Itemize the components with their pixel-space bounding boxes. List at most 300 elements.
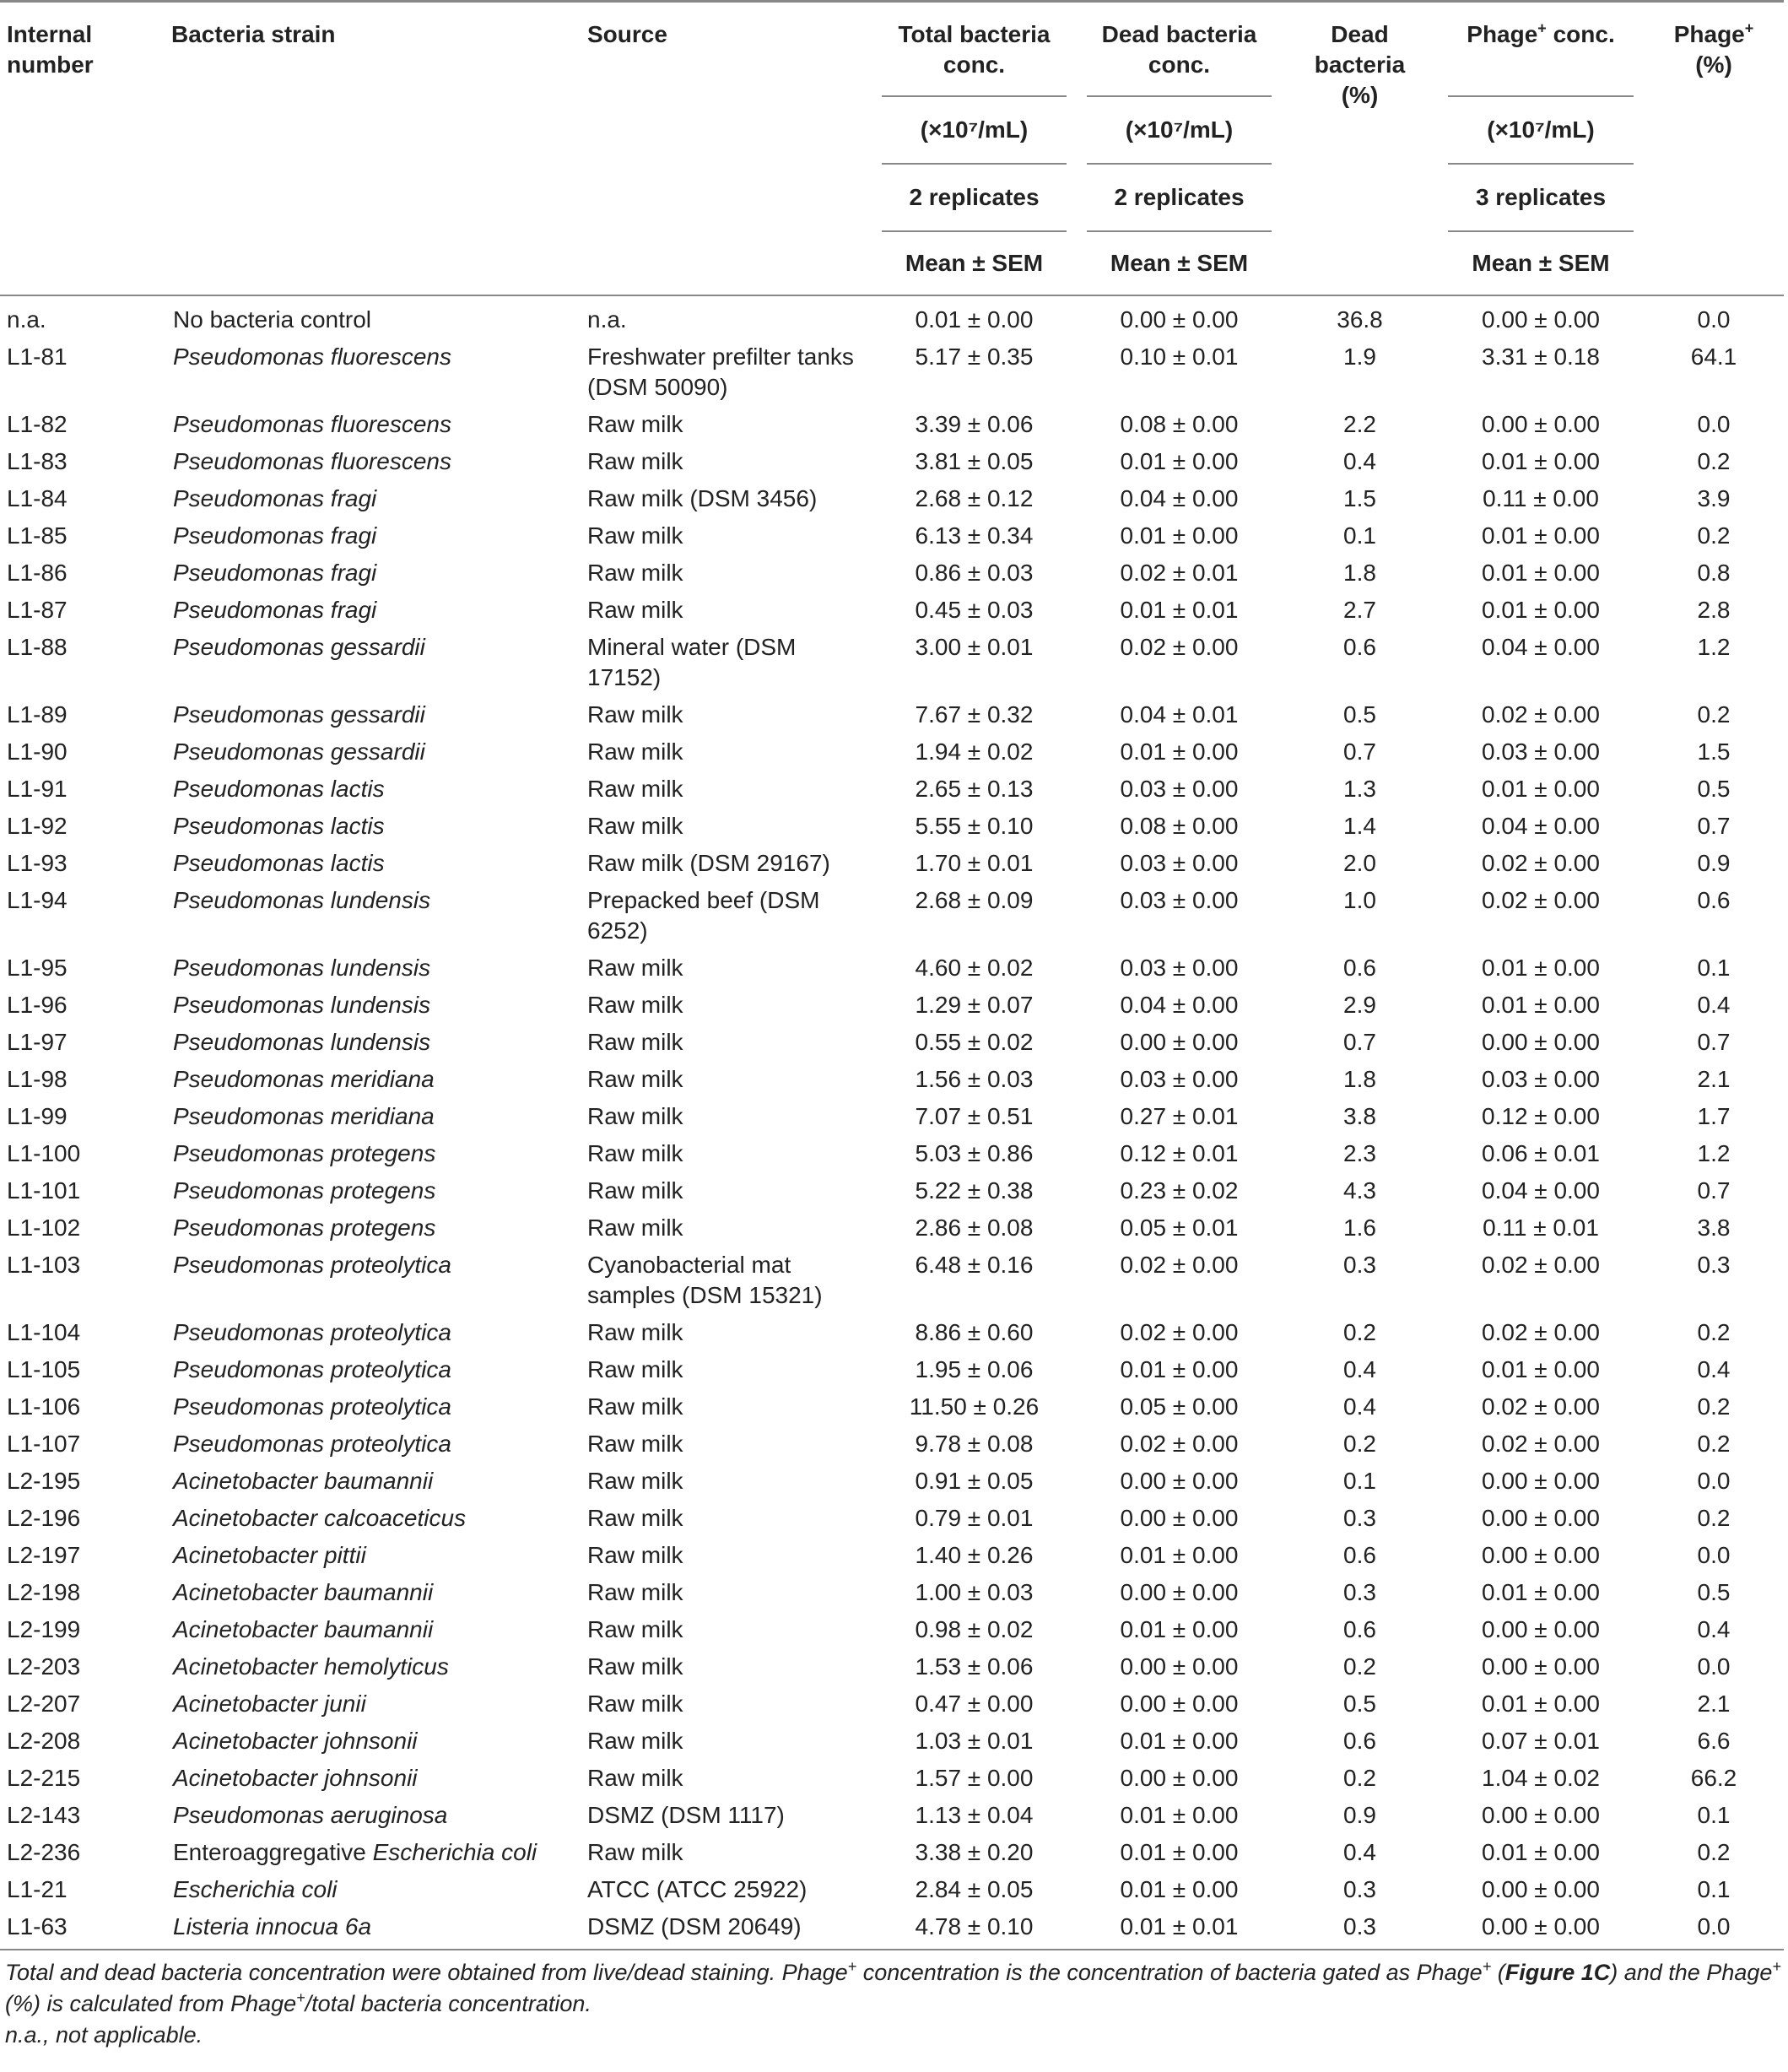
cell-dead-conc: 0.01 ± 0.00 (1120, 522, 1239, 549)
strain-name: Listeria innocua 6a (173, 1913, 372, 1939)
strain-name: Pseudomonas lundensis (173, 1029, 431, 1055)
cell-total-conc: 1.57 ± 0.00 (915, 1765, 1034, 1791)
cell-source: Raw milk (587, 1177, 683, 1204)
cell-dead-percent: 0.3 (1343, 1505, 1376, 1531)
strain-name: Pseudomonas lundensis (173, 992, 431, 1018)
cell-bacteria-strain (165, 882, 581, 949)
cell-internal-number: L1-100 (7, 1140, 81, 1166)
cell-phage-percent: 64.1 (1690, 344, 1737, 370)
cell-dead-conc: 0.00 ± 0.00 (1120, 1579, 1239, 1605)
cell-phage-conc: 0.03 ± 0.00 (1482, 1066, 1600, 1092)
cell-dead-conc: 0.01 ± 0.00 (1120, 1839, 1239, 1865)
cell-total-conc: 5.55 ± 0.10 (915, 813, 1034, 839)
cell-phage-percent: 6.6 (1697, 1728, 1731, 1754)
cell-phage-percent: 0.7 (1697, 813, 1731, 839)
cell-total-conc: 1.13 ± 0.04 (915, 1802, 1034, 1828)
strain-name: Pseudomonas lactis (173, 813, 385, 839)
cell-source: Raw milk (587, 701, 683, 728)
cell-dead-percent: 0.7 (1343, 738, 1376, 765)
header-dead-unit: (×10⁷/mL) (1087, 95, 1272, 163)
cell-dead-percent: 0.3 (1343, 1579, 1376, 1605)
cell-dead-conc: 0.02 ± 0.00 (1120, 1252, 1239, 1278)
strain-name: Pseudomonas protegens (173, 1177, 436, 1204)
strain-name: Pseudomonas gessardii (173, 738, 425, 765)
table-row (0, 1098, 1784, 1135)
cell-dead-conc: 0.00 ± 0.00 (1120, 1505, 1239, 1531)
cell-total-conc: 5.17 ± 0.35 (915, 344, 1034, 370)
strain-name: Acinetobacter junii (173, 1691, 366, 1717)
strain-name: Pseudomonas lundensis (173, 955, 431, 981)
cell-dead-conc: 0.03 ± 0.00 (1120, 955, 1239, 981)
cell-bacteria-strain (165, 1908, 581, 1950)
cell-dead-conc: 0.05 ± 0.00 (1120, 1393, 1239, 1420)
cell-dead-percent: 1.6 (1343, 1215, 1376, 1241)
strain-name: Pseudomonas gessardii (173, 701, 425, 728)
cell-phage-percent: 3.8 (1697, 1215, 1731, 1241)
cell-bacteria-strain (165, 987, 581, 1024)
cell-bacteria-strain (165, 1351, 581, 1388)
cell-source: Prepacked beef (DSM 6252) (587, 887, 820, 944)
cell-dead-conc: 0.08 ± 0.00 (1120, 813, 1239, 839)
cell-dead-percent: 1.4 (1343, 813, 1376, 839)
table-row (0, 1797, 1784, 1834)
table-footnote (5, 1957, 1781, 2051)
cell-dead-percent: 2.3 (1343, 1140, 1376, 1166)
strain-name: Pseudomonas proteolytica (173, 1319, 451, 1345)
cell-dead-conc: 0.01 ± 0.01 (1077, 1908, 1282, 1950)
strain-name: Pseudomonas fluorescens (173, 411, 451, 437)
cell-phage-conc: 0.02 ± 0.00 (1482, 701, 1600, 728)
header-source: Source (581, 3, 872, 295)
table-row (0, 1648, 1784, 1685)
cell-internal-number: L1-99 (7, 1103, 68, 1129)
table-row (0, 1500, 1784, 1537)
table-row (0, 480, 1784, 517)
table-row (0, 733, 1784, 771)
cell-internal-number: L2-199 (7, 1616, 81, 1642)
cell-internal-number: L1-98 (7, 1066, 68, 1092)
cell-total-conc: 11.50 ± 0.26 (909, 1393, 1040, 1420)
footnote-line-2: n.a., not applicable. (5, 2022, 203, 2048)
cell-dead-percent: 0.6 (1343, 634, 1376, 660)
header-phage-conc: Phage+ conc. (×10⁷/mL) 3 replicates Mean ± SEM (1438, 3, 1644, 295)
cell-phage-percent: 0.2 (1697, 448, 1731, 474)
header-bacteria-strain: Bacteria strain (165, 3, 581, 295)
cell-dead-percent: 0.5 (1343, 1691, 1376, 1717)
cell-internal-number: L1-90 (7, 738, 68, 765)
cell-total-conc: 3.39 ± 0.06 (915, 411, 1034, 437)
cell-source: Raw milk (587, 955, 683, 981)
cell-dead-percent: 1.8 (1343, 560, 1376, 586)
cell-source: Raw milk (587, 1029, 683, 1055)
cell-phage-percent: 0.0 (1697, 1653, 1731, 1680)
cell-total-conc: 9.78 ± 0.08 (915, 1431, 1034, 1457)
strain-name: Escherichia coli (173, 1876, 338, 1902)
cell-total-conc: 1.53 ± 0.06 (915, 1653, 1034, 1680)
cell-bacteria-strain (165, 1611, 581, 1648)
cell-bacteria-strain (165, 1024, 581, 1061)
cell-source: Raw milk (587, 813, 683, 839)
cell-phage-percent: 1.5 (1697, 738, 1731, 765)
cell-source: Raw milk (587, 1505, 683, 1531)
cell-internal-number: L2-195 (7, 1468, 81, 1494)
cell-phage-conc: 0.02 ± 0.00 (1482, 1431, 1600, 1457)
cell-dead-conc: 0.03 ± 0.00 (1120, 887, 1239, 913)
table-row (0, 1314, 1784, 1351)
strain-name: Acinetobacter johnsonii (173, 1728, 418, 1754)
table-row (0, 1247, 1784, 1314)
cell-dead-percent: 0.1 (1343, 522, 1376, 549)
cell-bacteria-strain (165, 1574, 581, 1611)
strain-name: Acinetobacter baumannii (173, 1468, 434, 1494)
cell-source: Raw milk (587, 1839, 683, 1865)
table-header-row (0, 3, 1784, 295)
figure-reference: Figure 1C (1504, 1960, 1611, 1985)
table-row (0, 1024, 1784, 1061)
cell-bacteria-strain (165, 1500, 581, 1537)
strain-name: Acinetobacter calcoaceticus (173, 1505, 467, 1531)
strain-name: Pseudomonas protegens (173, 1140, 436, 1166)
cell-internal-number: L1-91 (7, 776, 68, 802)
cell-source: Raw milk (587, 1653, 683, 1680)
cell-dead-conc: 0.00 ± 0.00 (1120, 1029, 1239, 1055)
cell-bacteria-strain (165, 1537, 581, 1574)
strain-name: Pseudomonas proteolytica (173, 1393, 451, 1420)
cell-internal-number: L1-106 (7, 1393, 81, 1420)
cell-internal-number: L1-101 (7, 1177, 81, 1204)
cell-source: Raw milk (587, 1431, 683, 1457)
cell-dead-conc: 0.00 ± 0.00 (1120, 1691, 1239, 1717)
cell-dead-conc: 0.10 ± 0.01 (1120, 344, 1239, 370)
cell-total-conc: 0.86 ± 0.03 (915, 560, 1034, 586)
cell-phage-conc: 0.00 ± 0.00 (1482, 1029, 1600, 1055)
header-total-bacteria: Total bacteria conc. (×10⁷/mL) 2 replicates Mean ± SEM (872, 3, 1077, 295)
cell-dead-percent: 0.4 (1343, 448, 1376, 474)
cell-phage-conc: 0.07 ± 0.01 (1482, 1728, 1600, 1754)
table-row (0, 1351, 1784, 1388)
cell-bacteria-strain (165, 1760, 581, 1797)
cell-dead-percent: 3.8 (1343, 1103, 1376, 1129)
cell-total-conc: 1.56 ± 0.03 (915, 1066, 1034, 1092)
cell-internal-number: L2-143 (7, 1802, 81, 1828)
cell-bacteria-strain (165, 1685, 581, 1723)
cell-phage-conc: 0.04 ± 0.00 (1482, 813, 1600, 839)
cell-bacteria-strain (165, 1648, 581, 1685)
cell-internal-number: L1-84 (7, 485, 68, 511)
cell-phage-conc: 3.31 ± 0.18 (1482, 344, 1600, 370)
cell-internal-number: L1-96 (7, 992, 68, 1018)
cell-phage-percent: 0.0 (1697, 306, 1731, 333)
cell-dead-conc: 0.04 ± 0.00 (1120, 992, 1239, 1018)
cell-dead-percent: 4.3 (1343, 1177, 1376, 1204)
cell-total-conc: 1.95 ± 0.06 (915, 1356, 1034, 1382)
header-total-replicates: 2 replicates (882, 163, 1067, 230)
strain-name: Pseudomonas proteolytica (173, 1431, 451, 1457)
cell-internal-number: n.a. (7, 306, 46, 333)
cell-bacteria-strain (165, 1388, 581, 1426)
table-row (0, 987, 1784, 1024)
cell-internal-number: L1-97 (7, 1029, 68, 1055)
cell-source: Raw milk (587, 992, 683, 1018)
cell-phage-conc: 0.00 ± 0.00 (1482, 1505, 1600, 1531)
strain-name: Escherichia coli (372, 1839, 537, 1865)
cell-internal-number: L1-89 (7, 701, 68, 728)
cell-source: Raw milk (587, 1691, 683, 1717)
table-row (0, 1723, 1784, 1760)
cell-total-conc: 0.98 ± 0.02 (915, 1616, 1034, 1642)
cell-total-conc: 6.48 ± 0.16 (915, 1252, 1034, 1278)
cell-dead-percent: 0.4 (1343, 1356, 1376, 1382)
cell-bacteria-strain (165, 406, 581, 443)
cell-internal-number: L1-102 (7, 1215, 81, 1241)
cell-bacteria-strain (165, 443, 581, 480)
cell-source: Mineral water (DSM 17152) (587, 634, 797, 690)
cell-total-conc: 1.40 ± 0.26 (915, 1542, 1034, 1568)
cell-phage-percent: 0.1 (1697, 1802, 1731, 1828)
cell-total-conc: 1.00 ± 0.03 (915, 1579, 1034, 1605)
cell-internal-number: L1-81 (7, 344, 68, 370)
cell-bacteria-strain (165, 1797, 581, 1834)
cell-phage-conc: 0.00 ± 0.00 (1482, 1542, 1600, 1568)
cell-phage-conc: 0.02 ± 0.00 (1482, 1393, 1600, 1420)
cell-phage-percent: 2.8 (1697, 597, 1731, 623)
table-row (0, 845, 1784, 882)
cell-total-conc: 2.68 ± 0.12 (915, 485, 1034, 511)
header-dead-replicates: 2 replicates (1087, 163, 1272, 230)
cell-total-conc: 3.38 ± 0.20 (915, 1839, 1034, 1865)
cell-bacteria-strain (165, 338, 581, 406)
cell-total-conc: 0.47 ± 0.00 (915, 1691, 1034, 1717)
cell-dead-conc: 0.01 ± 0.00 (1120, 1876, 1239, 1902)
cell-phage-percent: 0.2 (1697, 1839, 1731, 1865)
cell-phage-percent: 0.2 (1697, 1505, 1731, 1531)
cell-bacteria-strain (165, 555, 581, 592)
cell-dead-percent: 0.9 (1343, 1802, 1376, 1828)
table-row (0, 517, 1784, 555)
cell-source: Raw milk (587, 776, 683, 802)
cell-bacteria-strain (165, 1209, 581, 1247)
strain-name: Acinetobacter baumannii (173, 1579, 434, 1605)
cell-bacteria-strain (165, 696, 581, 733)
cell-phage-conc: 0.11 ± 0.01 (1483, 1215, 1599, 1241)
cell-source: Raw milk (587, 1066, 683, 1092)
table-row (0, 443, 1784, 480)
cell-phage-percent: 0.4 (1697, 992, 1731, 1018)
cell-total-conc: 0.55 ± 0.02 (915, 1029, 1034, 1055)
cell-bacteria-strain (165, 808, 581, 845)
cell-phage-conc: 0.01 ± 0.00 (1482, 597, 1600, 623)
cell-phage-percent: 0.2 (1697, 701, 1731, 728)
cell-phage-conc: 0.01 ± 0.00 (1482, 1356, 1600, 1382)
cell-dead-percent: 2.2 (1343, 411, 1376, 437)
cell-bacteria-strain (165, 1135, 581, 1172)
cell-source: Raw milk (587, 1765, 683, 1791)
cell-dead-conc: 0.03 ± 0.00 (1120, 1066, 1239, 1092)
cell-phage-conc: 0.00 ± 0.00 (1482, 1876, 1600, 1902)
cell-bacteria-strain (165, 1723, 581, 1760)
cell-total-conc: 7.07 ± 0.51 (915, 1103, 1034, 1129)
cell-phage-conc: 0.01 ± 0.00 (1482, 992, 1600, 1018)
strain-name: Acinetobacter baumannii (173, 1616, 434, 1642)
cell-bacteria-strain (165, 1463, 581, 1500)
cell-phage-percent: 0.3 (1697, 1252, 1731, 1278)
cell-phage-conc: 0.02 ± 0.00 (1482, 850, 1600, 876)
table-row (0, 1209, 1784, 1247)
cell-internal-number: L1-93 (7, 850, 68, 876)
cell-internal-number: L1-92 (7, 813, 68, 839)
cell-source: Raw milk (587, 1393, 683, 1420)
cell-internal-number: L2-197 (7, 1542, 81, 1568)
cell-phage-conc: 0.01 ± 0.00 (1482, 1839, 1600, 1865)
cell-phage-conc: 0.01 ± 0.00 (1482, 1691, 1600, 1717)
strain-name: Pseudomonas meridiana (173, 1103, 435, 1129)
cell-phage-percent: 0.7 (1697, 1177, 1731, 1204)
cell-total-conc: 2.65 ± 0.13 (915, 776, 1034, 802)
cell-phage-conc: 0.01 ± 0.00 (1482, 448, 1600, 474)
cell-internal-number: L1-85 (7, 522, 68, 549)
cell-dead-conc: 0.04 ± 0.01 (1120, 701, 1239, 728)
cell-phage-percent: 1.2 (1697, 1140, 1731, 1166)
cell-phage-conc: 0.04 ± 0.00 (1482, 634, 1600, 660)
cell-dead-percent: 0.3 (1282, 1908, 1438, 1950)
cell-total-conc: 6.13 ± 0.34 (915, 522, 1034, 549)
strain-name: Pseudomonas fragi (173, 597, 377, 623)
cell-dead-conc: 0.02 ± 0.01 (1120, 560, 1239, 586)
cell-source: Cyanobacterial mat samples (DSM 15321) (587, 1252, 823, 1308)
cell-dead-percent: 1.3 (1343, 776, 1376, 802)
cell-dead-percent: 0.5 (1343, 701, 1376, 728)
cell-phage-conc: 0.00 ± 0.00 (1482, 411, 1600, 437)
cell-total-conc: 0.01 ± 0.00 (915, 306, 1034, 333)
cell-source: Raw milk (DSM 29167) (587, 850, 830, 876)
cell-source: Raw milk (587, 522, 683, 549)
cell-phage-conc: 0.01 ± 0.00 (1482, 1579, 1600, 1605)
cell-internal-number: L2-196 (7, 1505, 81, 1531)
cell-internal-number: L1-87 (7, 597, 68, 623)
cell-dead-percent: 1.8 (1343, 1066, 1376, 1092)
cell-dead-percent: 0.6 (1343, 1728, 1376, 1754)
cell-source: Freshwater prefilter tanks (DSM 50090) (587, 344, 854, 400)
strain-prefix: Enteroaggregative (173, 1839, 373, 1865)
cell-internal-number: L2-207 (7, 1691, 81, 1717)
cell-dead-conc: 0.02 ± 0.00 (1120, 634, 1239, 660)
cell-phage-percent: 0.7 (1697, 1029, 1731, 1055)
cell-phage-conc: 0.00 ± 0.00 (1482, 1616, 1600, 1642)
cell-dead-conc: 0.12 ± 0.01 (1120, 1140, 1239, 1166)
table-row (0, 1172, 1784, 1209)
cell-source: Raw milk (587, 1319, 683, 1345)
table-row (0, 1760, 1784, 1797)
cell-dead-percent: 2.7 (1343, 597, 1376, 623)
cell-source: Raw milk (587, 1616, 683, 1642)
cell-total-conc: 2.84 ± 0.05 (915, 1876, 1034, 1902)
table-row (0, 1834, 1784, 1871)
cell-phage-conc: 1.04 ± 0.02 (1482, 1765, 1600, 1791)
cell-dead-percent: 1.5 (1343, 485, 1376, 511)
cell-phage-conc: 0.01 ± 0.00 (1482, 560, 1600, 586)
cell-phage-percent: 0.6 (1697, 887, 1731, 913)
cell-dead-percent: 0.4 (1343, 1839, 1376, 1865)
cell-total-conc: 7.67 ± 0.32 (915, 701, 1034, 728)
cell-internal-number: L1-103 (7, 1252, 81, 1278)
cell-dead-conc: 0.00 ± 0.00 (1120, 306, 1239, 333)
cell-bacteria-strain (165, 1172, 581, 1209)
cell-dead-conc: 0.23 ± 0.02 (1120, 1177, 1239, 1204)
cell-source: DSMZ (DSM 1117) (587, 1802, 785, 1828)
cell-internal-number: L2-203 (7, 1653, 81, 1680)
cell-dead-percent: 0.1 (1343, 1468, 1376, 1494)
strain-name: Pseudomonas fragi (173, 485, 377, 511)
cell-phage-percent: 0.5 (1697, 1579, 1731, 1605)
table-row (0, 808, 1784, 845)
cell-phage-conc: 0.02 ± 0.00 (1482, 1319, 1600, 1345)
cell-total-conc: 2.68 ± 0.09 (915, 887, 1034, 913)
table-row (0, 301, 1784, 338)
cell-phage-percent: 0.2 (1697, 1393, 1731, 1420)
cell-internal-number: L1-107 (7, 1431, 81, 1457)
cell-phage-percent: 2.1 (1697, 1066, 1731, 1092)
strain-name: Acinetobacter johnsonii (173, 1765, 418, 1791)
cell-dead-conc: 0.01 ± 0.00 (1120, 1728, 1239, 1754)
cell-source: Raw milk (587, 1215, 683, 1241)
cell-phage-percent: 3.9 (1697, 485, 1731, 511)
cell-phage-percent: 0.2 (1697, 1319, 1731, 1345)
cell-dead-conc: 0.01 ± 0.01 (1120, 597, 1239, 623)
cell-bacteria-strain (165, 771, 581, 808)
cell-phage-conc: 0.06 ± 0.01 (1482, 1140, 1600, 1166)
table-row (0, 406, 1784, 443)
strain-name: Pseudomonas fragi (173, 522, 377, 549)
cell-phage-conc: 0.00 ± 0.00 (1482, 1468, 1600, 1494)
cell-source: Raw milk (587, 1103, 683, 1129)
cell-bacteria-strain (165, 1834, 581, 1871)
cell-bacteria-strain (165, 517, 581, 555)
cell-phage-percent: 1.2 (1697, 634, 1731, 660)
cell-phage-percent: 0.0 (1697, 1468, 1731, 1494)
cell-phage-percent: 0.2 (1697, 522, 1731, 549)
cell-phage-percent: 0.0 (1697, 1542, 1731, 1568)
cell-phage-conc: 0.01 ± 0.00 (1482, 776, 1600, 802)
cell-phage-conc: 0.11 ± 0.00 (1483, 485, 1599, 511)
cell-dead-percent: 0.2 (1343, 1431, 1376, 1457)
cell-bacteria-strain (165, 480, 581, 517)
cell-dead-percent: 0.2 (1343, 1653, 1376, 1680)
table-row (0, 1135, 1784, 1172)
cell-dead-conc: 0.01 ± 0.00 (1120, 1802, 1239, 1828)
cell-dead-percent: 0.6 (1343, 955, 1376, 981)
cell-bacteria-strain (165, 629, 581, 696)
cell-total-conc: 8.86 ± 0.60 (915, 1319, 1034, 1345)
cell-dead-percent: 0.4 (1343, 1393, 1376, 1420)
cell-internal-number: L2-198 (7, 1579, 81, 1605)
cell-source: Raw milk (587, 1728, 683, 1754)
cell-internal-number: L1-83 (7, 448, 68, 474)
cell-internal-number: L1-104 (7, 1319, 81, 1345)
cell-phage-percent: 0.0 (1697, 411, 1731, 437)
cell-phage-percent: 0.0 (1644, 1908, 1784, 1950)
table-row (0, 1685, 1784, 1723)
cell-bacteria-strain (165, 1871, 581, 1908)
strain-name: Pseudomonas fluorescens (173, 344, 451, 370)
cell-bacteria-strain (165, 1061, 581, 1098)
header-internal-number: Internal number (0, 3, 165, 295)
cell-phage-conc: 0.00 ± 0.00 (1482, 1653, 1600, 1680)
cell-internal-number: L1-105 (7, 1356, 81, 1382)
strain-name: Pseudomonas meridiana (173, 1066, 435, 1092)
header-phage-replicates: 3 replicates (1448, 163, 1634, 230)
footnote-line-1: Total and dead bacteria concentration were obtained from live/dead staining. Phage+ concentration is the concentration of bacteria gated as Phage+ (Figure 1C) and the Phage+ (%) is calculated from Phage+/total bacteria concentration. (5, 1958, 1781, 2016)
header-total-unit: (×10⁷/mL) (882, 95, 1067, 163)
